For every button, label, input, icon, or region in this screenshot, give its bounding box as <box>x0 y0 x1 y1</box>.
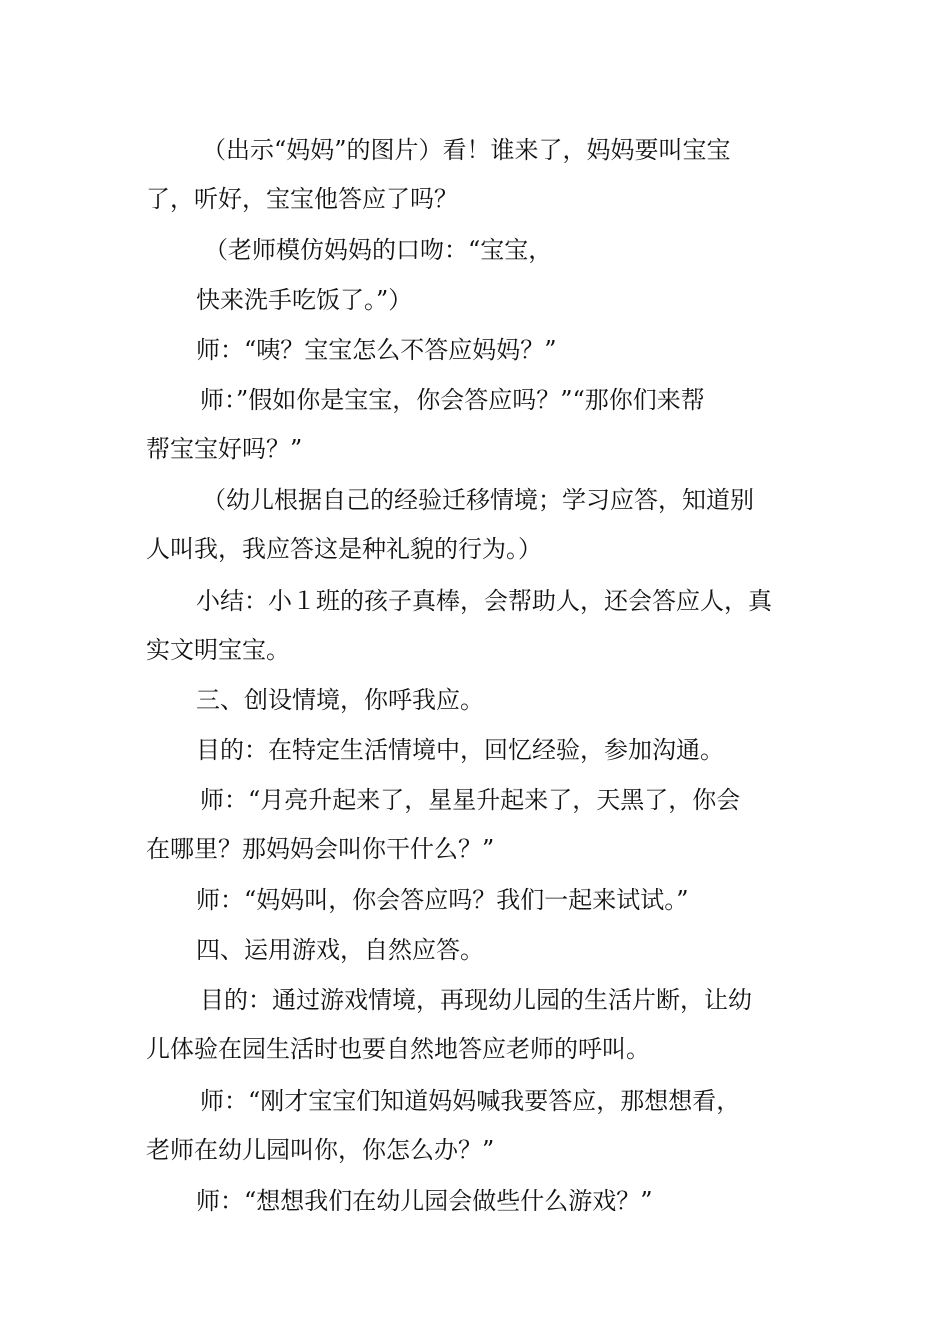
text-line: （幼儿根据自己的经验迁移情境；学习应答，知道别 <box>202 486 754 514</box>
text-line: 师：“想想我们在幼儿园会做些什么游戏？” <box>196 1187 653 1215</box>
text-line: 人叫我，我应答这是种礼貌的行为。） <box>146 535 542 563</box>
text-line: 师：“刚才宝宝们知道妈妈喊我要答应，那想想看， <box>200 1087 741 1115</box>
text-line: 四、运用游戏，自然应答。 <box>196 936 484 964</box>
text-line: 老师在幼儿园叫你，你怎么办？” <box>146 1136 495 1164</box>
text-line: 帮宝宝好吗？” <box>146 435 303 463</box>
text-line: 小结：小１班的孩子真棒，会帮助人，还会答应人，真 <box>196 587 772 615</box>
text-line: 儿体验在园生活时也要自然地答应老师的呼叫。 <box>146 1035 650 1063</box>
text-line: （出示“妈妈”的图片）看！谁来了，妈妈要叫宝宝 <box>202 136 731 164</box>
text-line: 实文明宝宝。 <box>146 636 290 664</box>
text-line: 师：“妈妈叫，你会答应吗？我们一起来试试。” <box>196 886 689 914</box>
text-line: 了，听好，宝宝他答应了吗？ <box>146 185 458 213</box>
text-line: 师：”假如你是宝宝，你会答应吗？”“那你们来帮 <box>200 386 705 414</box>
text-line: （老师模仿妈妈的口吻：“宝宝， <box>204 236 553 264</box>
text-line: 师：“咦？宝宝怎么不答应妈妈？” <box>196 336 557 364</box>
text-line: 师：“月亮升起来了，星星升起来了，天黑了，你会 <box>200 786 741 814</box>
text-line: 快来洗手吃饭了。”） <box>196 286 413 314</box>
text-line: 目的：通过游戏情境，再现幼儿园的生活片断，让幼 <box>200 986 752 1014</box>
text-line: 目的：在特定生活情境中，回忆经验，参加沟通。 <box>196 736 724 764</box>
text-line: 在哪里？那妈妈会叫你干什么？” <box>146 835 495 863</box>
text-line: 三、创设情境，你呼我应。 <box>196 686 484 714</box>
